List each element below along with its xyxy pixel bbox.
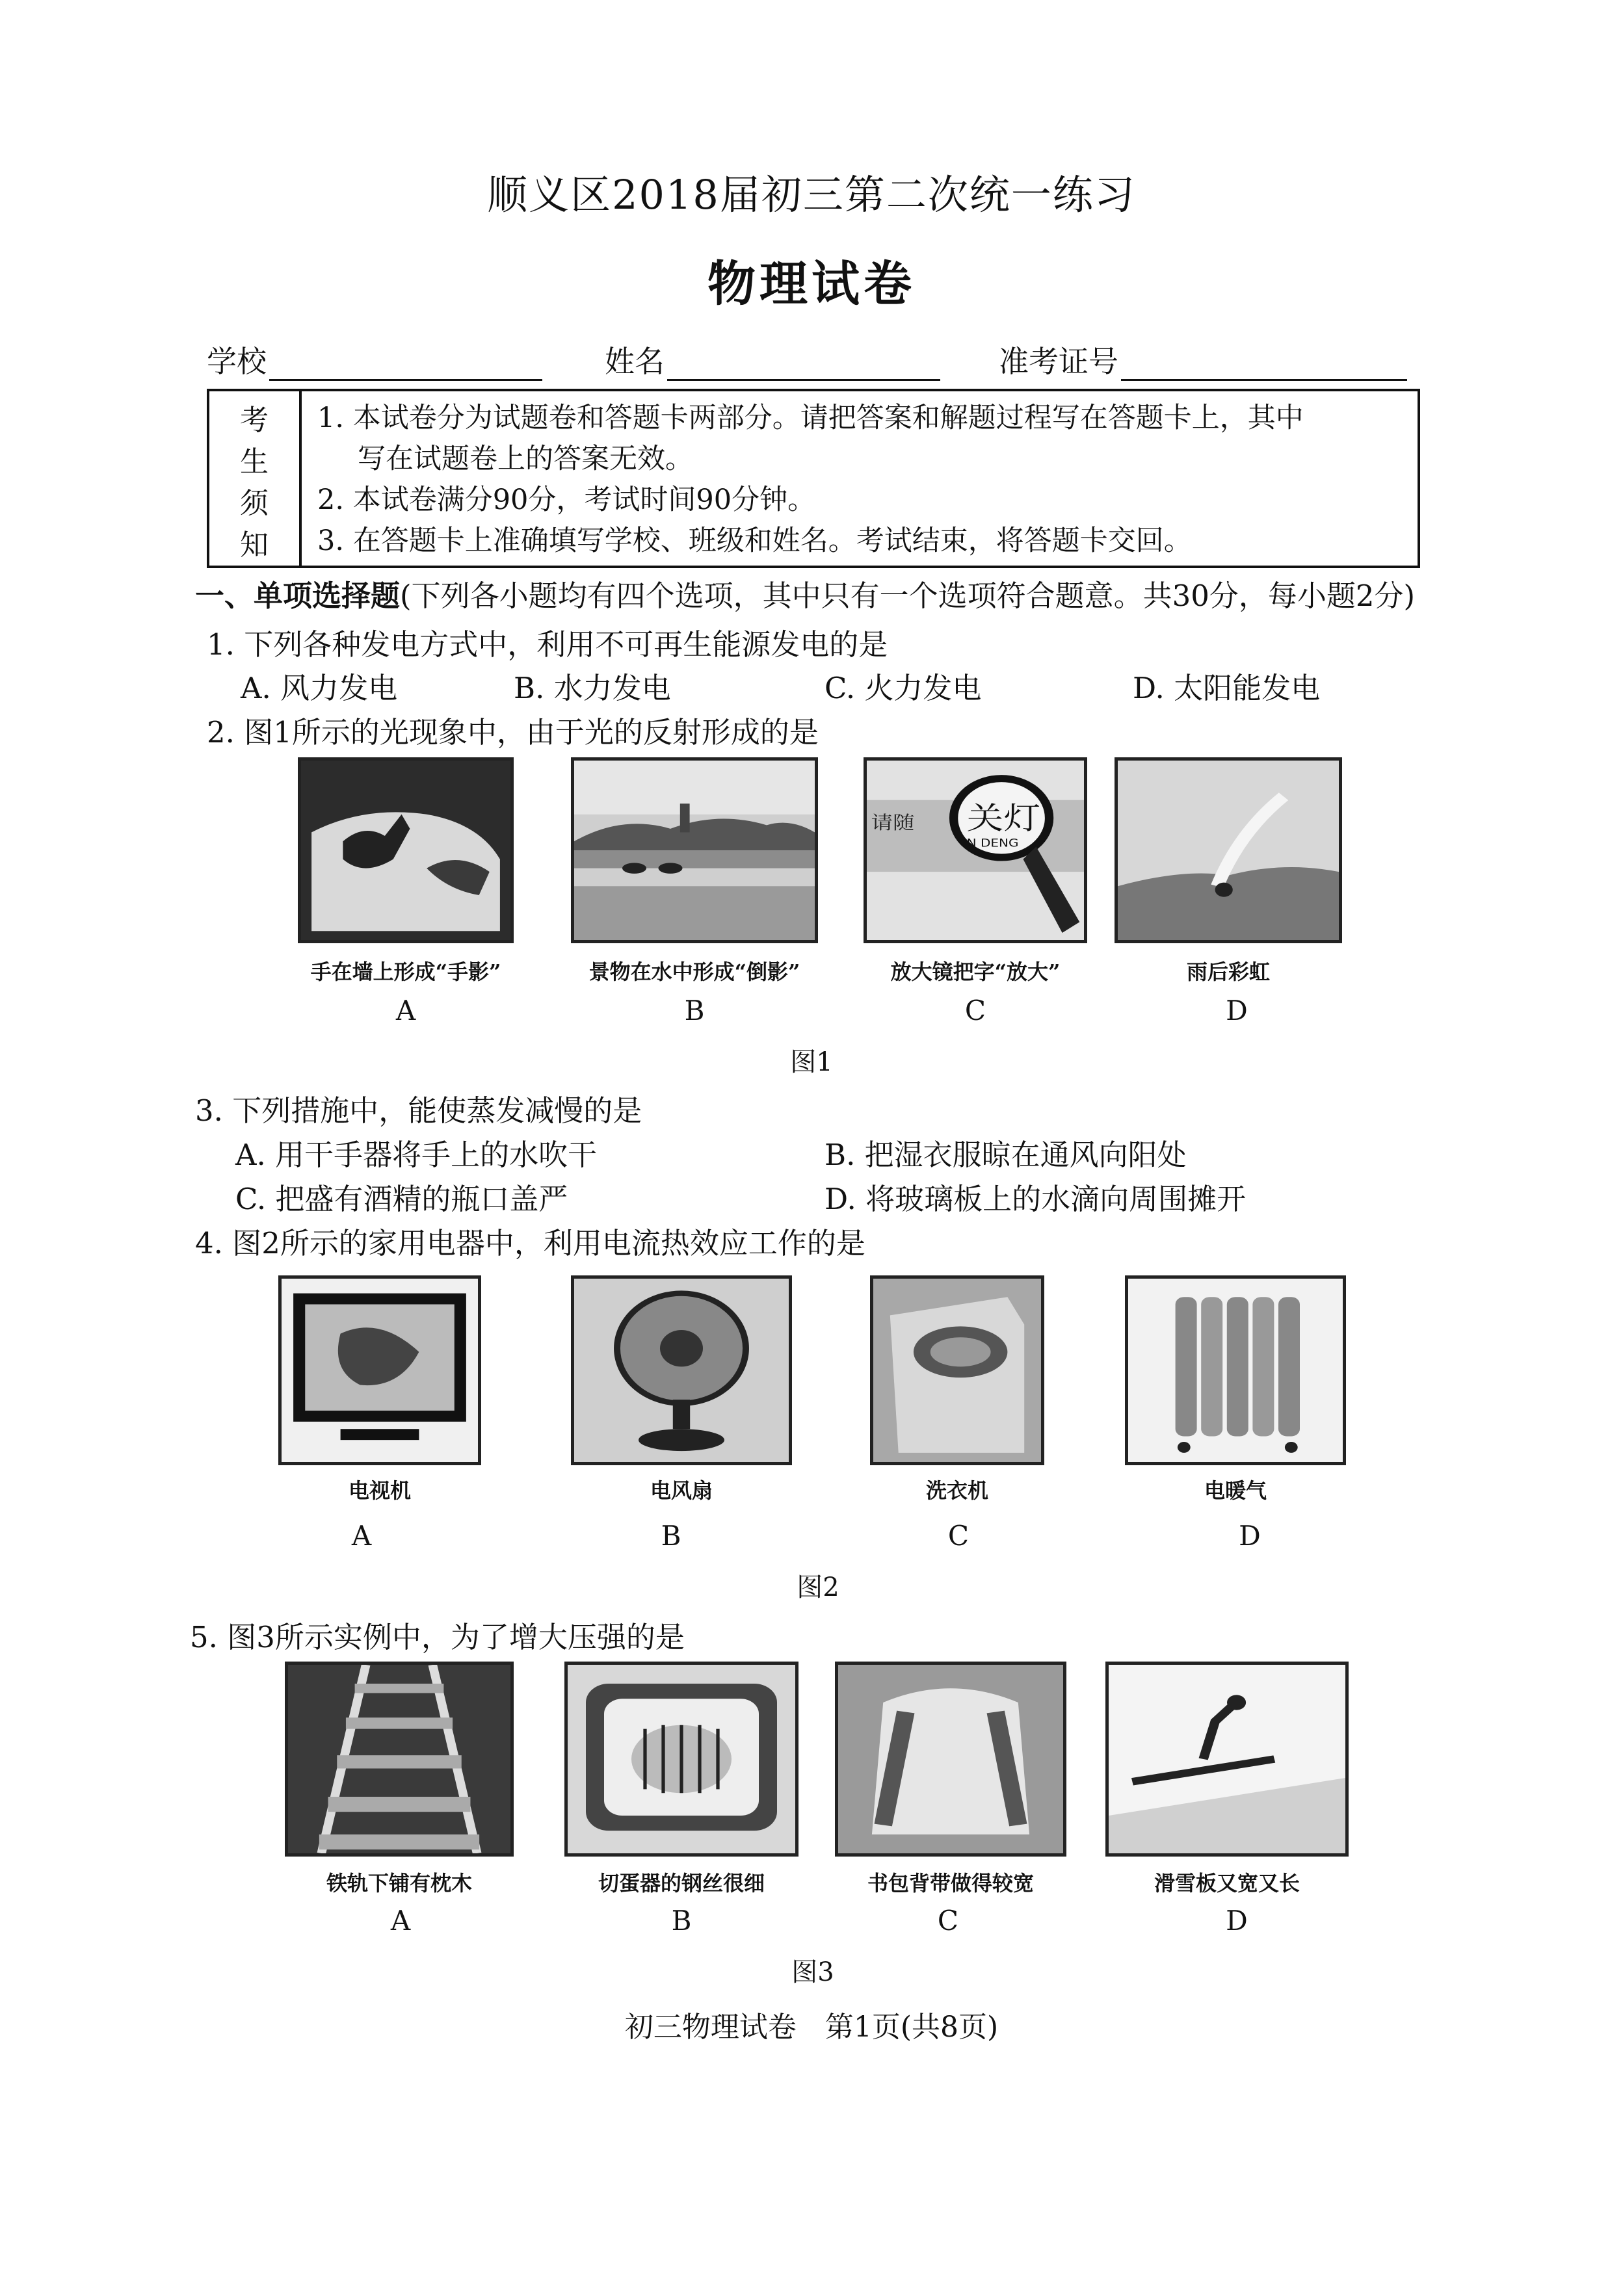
- fig1-photo-rainbow: [1115, 757, 1342, 943]
- fig3-letter-b: B: [671, 1905, 692, 1937]
- fig2-caption-b: 电风扇: [650, 1478, 713, 1503]
- q3-option-b[interactable]: B. 把湿衣服晾在通风向阳处: [825, 1138, 1187, 1172]
- fig1-label: 图1: [790, 1047, 833, 1077]
- fig1-lens-text: 关灯: [966, 801, 1041, 837]
- fig3-caption-a: 铁轨下铺有枕木: [326, 1871, 472, 1896]
- fig1-letter-c: C: [964, 995, 986, 1026]
- notice-side-label: [209, 391, 302, 566]
- fig2-letter-c: C: [947, 1520, 970, 1552]
- exam-title: 顺义区2018届初三第二次统一练习: [487, 171, 1136, 218]
- q1-option-c[interactable]: C. 火力发电: [825, 671, 982, 705]
- subject-title: 物理试卷: [707, 256, 916, 312]
- school-label: 学校: [207, 344, 267, 379]
- q3-option-a[interactable]: A. 用干手器将手上的水吹干: [235, 1138, 598, 1172]
- notice-side-char: 知: [240, 528, 269, 562]
- fig3-letter-c: C: [937, 1905, 959, 1937]
- exam-id-label: 准考证号: [999, 344, 1118, 379]
- section-title: 一、单项选择题: [195, 579, 401, 613]
- notice-side-char: 生: [240, 445, 269, 478]
- fig2-caption-c: 洗衣机: [925, 1478, 988, 1503]
- section-heading: [195, 572, 1415, 614]
- school-blank[interactable]: [269, 353, 542, 381]
- name-field: [605, 338, 940, 381]
- notice-line: 3. 在答题卡上准确填写学校、班级和姓名。考试结束，将答题卡交回。: [317, 525, 1192, 557]
- fig3-label: 图3: [791, 1957, 834, 1987]
- fig2-photo-washer: [870, 1275, 1044, 1465]
- q1-option-b[interactable]: B. 水力发电: [514, 671, 671, 705]
- fig1-lens-small-text: N DENG: [966, 837, 1019, 850]
- section-desc: (下列各小题均有四个选项，其中只有一个选项符合题意。共30分，每小题2分): [400, 579, 1416, 613]
- fig2-photo-tv: [278, 1275, 481, 1465]
- q1-option-d[interactable]: D. 太阳能发电: [1133, 671, 1321, 705]
- page-footer: 初三物理试卷 第1页(共8页): [624, 2011, 999, 2044]
- question-3-stem: 3. 下列措施中，能使蒸发减慢的是: [195, 1093, 642, 1128]
- question-4-stem: 4. 图2所示的家用电器中，利用电流热效应工作的是: [195, 1226, 865, 1260]
- fig2-caption-d: 电暖气: [1204, 1478, 1267, 1503]
- fig3-photo-ski: [1105, 1662, 1349, 1857]
- q3-option-d[interactable]: D. 将玻璃板上的水滴向周围摊开: [825, 1182, 1247, 1216]
- fig2-label: 图2: [797, 1572, 839, 1602]
- fig3-photo-rail: [285, 1662, 514, 1857]
- fig1-caption-c: 放大镜把字“放大”: [890, 959, 1061, 984]
- notice-line: 写在试题卷上的答案无效。: [358, 443, 693, 475]
- q1-option-a[interactable]: A. 风力发电: [241, 671, 398, 705]
- fig1-photo-reflection: [571, 757, 818, 943]
- exam-id-field: [999, 338, 1407, 381]
- fig1-photo-hand-shadow: [298, 757, 514, 943]
- notice-side-char: 考: [240, 404, 269, 437]
- notice-body: [302, 391, 1418, 566]
- exam-id-blank[interactable]: [1121, 353, 1407, 381]
- fig1-letter-a: A: [395, 995, 416, 1026]
- name-label: 姓名: [605, 344, 665, 379]
- q3-option-c[interactable]: C. 把盛有酒精的瓶口盖严: [235, 1182, 568, 1216]
- fig1-photo-magnifier: [864, 757, 1087, 943]
- fig3-photo-egg-slicer: [564, 1662, 798, 1857]
- fig3-letter-d: D: [1226, 1905, 1248, 1937]
- name-blank[interactable]: [667, 353, 940, 381]
- fig2-photo-heater: [1125, 1275, 1346, 1465]
- question-5-stem: 5. 图3所示实例中，为了增大压强的是: [190, 1620, 685, 1654]
- school-field: [207, 338, 542, 381]
- fig3-caption-c: 书包背带做得较宽: [867, 1871, 1034, 1896]
- notice-line: 2. 本试卷满分90分，考试时间90分钟。: [317, 484, 816, 516]
- fig1-sign-text: 请随: [871, 813, 915, 834]
- question-2-stem: 2. 图1所示的光现象中，由于光的反射形成的是: [207, 715, 819, 750]
- notice-side-char: 须: [240, 487, 269, 520]
- fig1-letter-b: B: [684, 995, 705, 1026]
- exam-notice-box: [207, 389, 1420, 568]
- notice-line: 1. 本试卷分为试题卷和答题卡两部分。请把答案和解题过程写在答题卡上，其中: [317, 402, 1304, 434]
- fig2-letter-b: B: [661, 1520, 681, 1552]
- fig3-letter-a: A: [390, 1905, 411, 1937]
- fig1-letter-d: D: [1226, 995, 1248, 1026]
- fig3-photo-backpack: [835, 1662, 1066, 1857]
- fig3-caption-b: 切蛋器的钢丝很细: [598, 1871, 765, 1896]
- fig2-caption-a: 电视机: [348, 1478, 411, 1503]
- fig2-photo-fan: [571, 1275, 792, 1465]
- fig2-letter-d: D: [1239, 1520, 1261, 1552]
- fig1-caption-a: 手在墙上形成“手影”: [310, 959, 501, 984]
- fig1-caption-d: 雨后彩虹: [1186, 959, 1270, 984]
- question-1-stem: 1. 下列各种发电方式中，利用不可再生能源发电的是: [207, 627, 888, 662]
- fig2-letter-a: A: [351, 1520, 372, 1552]
- fig1-caption-b: 景物在水中形成“倒影”: [588, 959, 800, 984]
- fig3-caption-d: 滑雪板又宽又长: [1154, 1871, 1300, 1896]
